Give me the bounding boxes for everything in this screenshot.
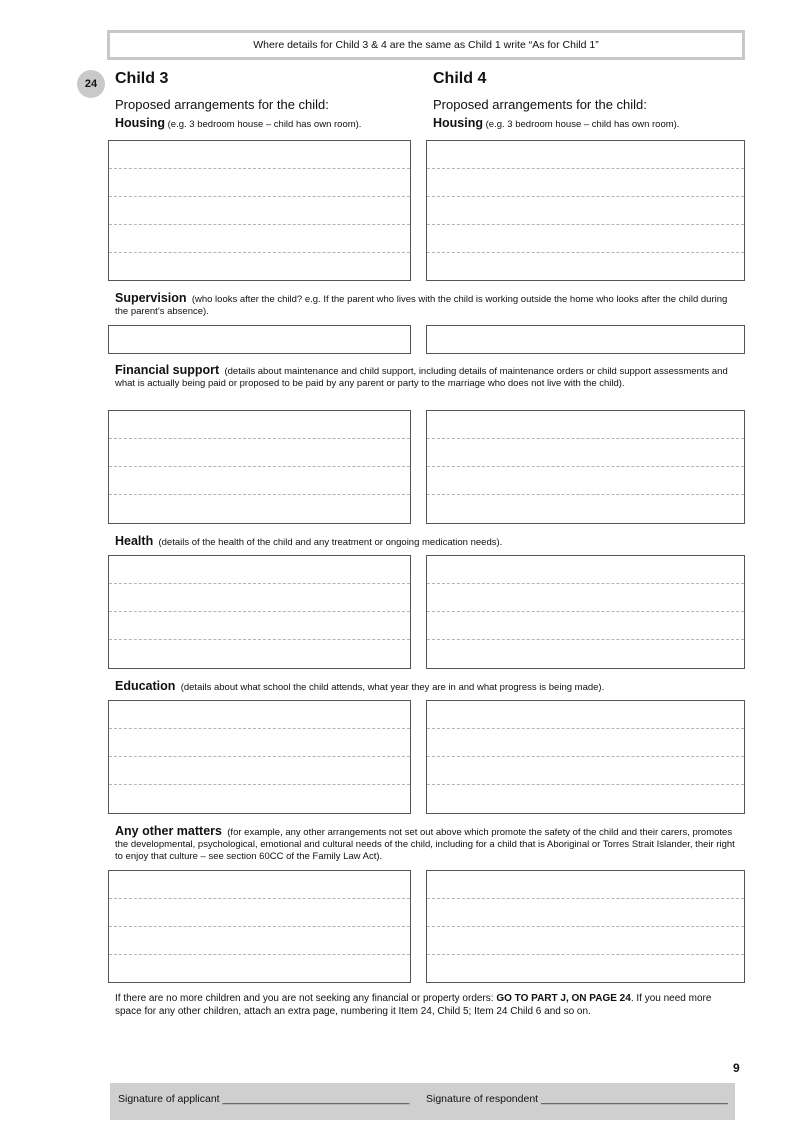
housing-label: Housing bbox=[115, 116, 165, 130]
education-heading bbox=[115, 680, 735, 694]
financial-support-hint: (details about maintenance and child support, including details of maintenance orders or child support assessments and what is actually being paid or proposed to be paid by any parent or party to the marriage who does not live with the child). bbox=[115, 366, 728, 389]
supervision-heading bbox=[115, 292, 735, 318]
page-number: 9 bbox=[733, 1061, 740, 1075]
child-4-other-matters-field[interactable] bbox=[426, 870, 745, 983]
child-3-education-field[interactable] bbox=[108, 700, 411, 814]
supervision-label: Supervision bbox=[115, 291, 187, 305]
child-3-proposed-label: Proposed arrangements for the child: bbox=[115, 97, 329, 112]
housing-hint: (e.g. 3 bedroom house – child has own room). bbox=[167, 119, 362, 130]
supervision-hint: (who looks after the child? e.g. If the parent who lives with the child is working outside the home who looks after the child during the parent’s absence). bbox=[115, 294, 728, 317]
other-matters-heading bbox=[115, 825, 740, 863]
child-3-financial-field[interactable] bbox=[108, 410, 411, 524]
child-4-financial-field[interactable] bbox=[426, 410, 745, 524]
applicant-signature-line[interactable]: Signature of applicant ________________________________ bbox=[118, 1093, 410, 1105]
financial-support-label: Financial support bbox=[115, 363, 220, 377]
footer-text-after: . If you need more space for any other children, attach an extra page, numbering it Item 24, Child 5; Item 24 Child 6 and so on. bbox=[115, 993, 712, 1017]
financial-support-heading bbox=[115, 364, 735, 390]
child-3-health-field[interactable] bbox=[108, 555, 411, 669]
child-4-supervision-field[interactable] bbox=[426, 325, 745, 354]
health-heading bbox=[115, 535, 735, 549]
child-4-health-field[interactable] bbox=[426, 555, 745, 669]
child-4-title: Child 4 bbox=[433, 70, 487, 87]
respondent-signature-line[interactable]: Signature of respondent ________________________________ bbox=[426, 1093, 728, 1105]
footer-instruction bbox=[115, 992, 740, 1018]
child-4-education-field[interactable] bbox=[426, 700, 745, 814]
signature-bar bbox=[110, 1083, 735, 1120]
housing-hint: (e.g. 3 bedroom house – child has own room). bbox=[485, 119, 680, 130]
child-3-other-matters-field[interactable] bbox=[108, 870, 411, 983]
education-hint: (details about what school the child attends, what year they are in and what progress is being made). bbox=[180, 682, 605, 693]
other-matters-label: Any other matters bbox=[115, 824, 222, 838]
child-4-proposed-label: Proposed arrangements for the child: bbox=[433, 97, 647, 112]
item-number-badge: 24 bbox=[77, 70, 105, 98]
health-label: Health bbox=[115, 534, 154, 548]
health-hint: (details of the health of the child and any treatment or ongoing medication needs). bbox=[158, 537, 503, 548]
child-3-housing-field[interactable] bbox=[108, 140, 411, 281]
other-matters-hint: (for example, any other arrangements not set out above which promote the safety of the child and their carers, promotes the developmental, psychological, emotional and cultural needs of the child, including for a child that is Aboriginal or Torres Strait Islander, their right to enjoy that culture – see section 60CC of the Family Law Act). bbox=[115, 827, 735, 862]
footer-text-before: If there are no more children and you are not seeking any financial or property orders: bbox=[115, 993, 497, 1004]
child-4-housing-heading bbox=[433, 117, 679, 131]
child-4-housing-field[interactable] bbox=[426, 140, 745, 281]
child-3-housing-heading bbox=[115, 117, 361, 131]
housing-label: Housing bbox=[433, 116, 483, 130]
go-to-part-j: GO TO PART J, ON PAGE 24 bbox=[496, 993, 631, 1004]
same-as-child-1-notice: Where details for Child 3 & 4 are the same as Child 1 write “As for Child 1” bbox=[107, 30, 745, 60]
child-3-supervision-field[interactable] bbox=[108, 325, 411, 354]
child-3-title: Child 3 bbox=[115, 70, 169, 87]
education-label: Education bbox=[115, 679, 176, 693]
